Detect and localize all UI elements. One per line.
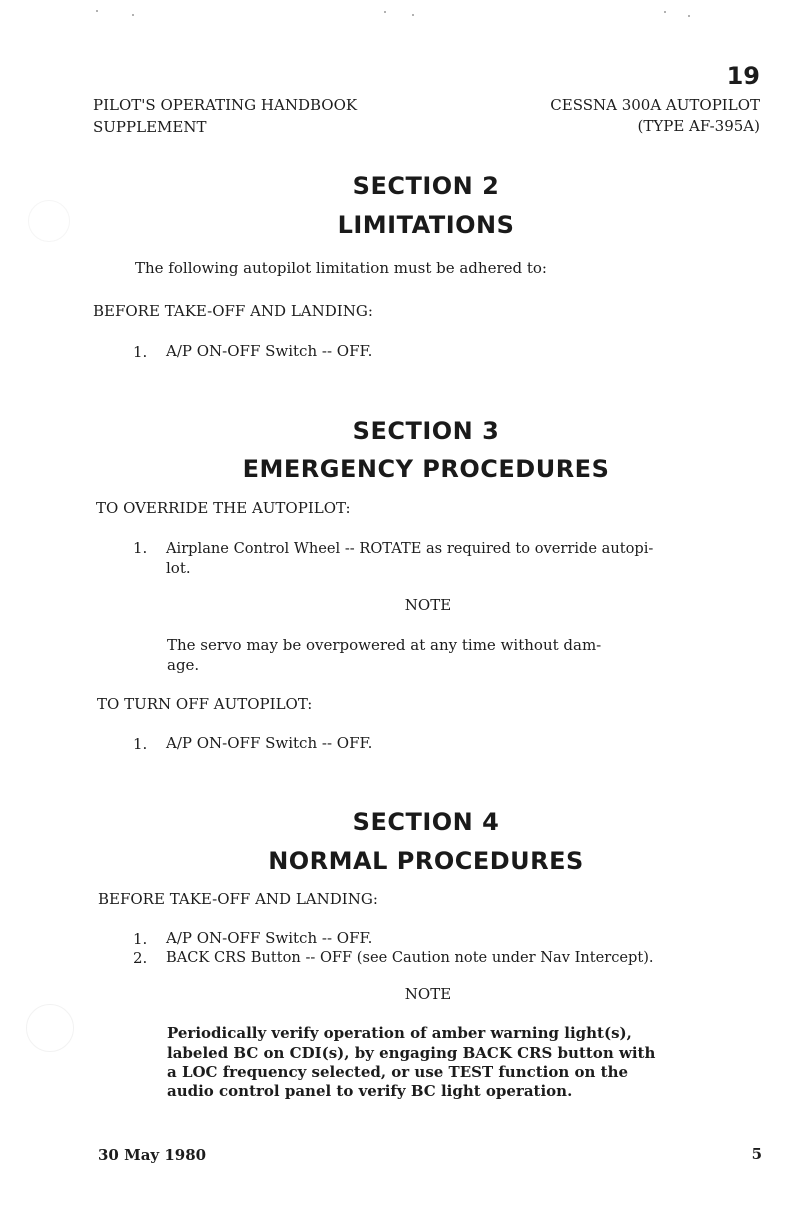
page-number: 5: [751, 1145, 762, 1163]
section3-title: SECTION 3: [352, 417, 500, 445]
list-text: A/P ON-OFF Switch -- OFF.: [166, 342, 373, 360]
footer-date: 30 May 1980: [98, 1146, 207, 1164]
page-tag: 19: [726, 62, 760, 90]
scan-speck: [132, 14, 134, 16]
section2-subtitle: LIMITATIONS: [337, 211, 515, 239]
note-text-line1: Periodically verify operation of amber warning light(s),: [167, 1024, 632, 1042]
note-label: NOTE: [404, 596, 452, 614]
list-text: BACK CRS Button -- OFF (see Caution note under Nav Intercept).: [166, 949, 654, 966]
scan-speck: [688, 15, 690, 17]
section2-intro: The following autopilot limitation must be adhered to:: [135, 259, 547, 277]
note-label: NOTE: [404, 985, 452, 1003]
section3-heading-override: TO OVERRIDE THE AUTOPILOT:: [96, 499, 351, 517]
scan-speck: [664, 11, 666, 13]
section4-subtitle: NORMAL PROCEDURES: [268, 847, 584, 875]
list-number: 1.: [133, 343, 148, 361]
note-text-line4: audio control panel to verify BC light operation.: [167, 1082, 573, 1100]
note-text-line3: a LOC frequency selected, or use TEST function on the: [167, 1063, 629, 1081]
note-text-line1: The servo may be overpowered at any time without dam-: [167, 636, 602, 654]
scan-speck: [96, 10, 98, 12]
scan-speck: [412, 14, 414, 16]
list-text-line1: Airplane Control Wheel -- ROTATE as required to override autopi-: [166, 540, 654, 557]
list-text-line2: lot.: [166, 559, 191, 577]
section3-heading-turn-off: TO TURN OFF AUTOPILOT:: [97, 695, 313, 713]
header-left-line2: SUPPLEMENT: [93, 118, 207, 136]
note-text-line2: labeled BC on CDI(s), by engaging BACK CRS button with: [167, 1044, 656, 1062]
section4-title: SECTION 4: [352, 808, 500, 836]
punch-hole-mark: [26, 1004, 74, 1052]
section4-heading: BEFORE TAKE-OFF AND LANDING:: [98, 890, 378, 908]
header-right-line2: (TYPE AF-395A): [637, 117, 760, 135]
list-number: 1.: [133, 539, 148, 557]
list-number: 1.: [133, 735, 148, 753]
section2-title: SECTION 2: [352, 172, 500, 200]
list-number: 2.: [133, 949, 148, 967]
section3-subtitle: EMERGENCY PROCEDURES: [242, 455, 610, 483]
list-number: 1.: [133, 930, 148, 948]
header-left-line1: PILOT'S OPERATING HANDBOOK: [93, 96, 358, 114]
list-text: A/P ON-OFF Switch -- OFF.: [166, 929, 373, 947]
note-text-line2: age.: [167, 656, 200, 674]
list-text: A/P ON-OFF Switch -- OFF.: [166, 734, 373, 752]
header-right-line1: CESSNA 300A AUTOPILOT: [550, 96, 760, 114]
scan-speck: [384, 11, 386, 13]
section2-heading: BEFORE TAKE-OFF AND LANDING:: [93, 302, 373, 320]
